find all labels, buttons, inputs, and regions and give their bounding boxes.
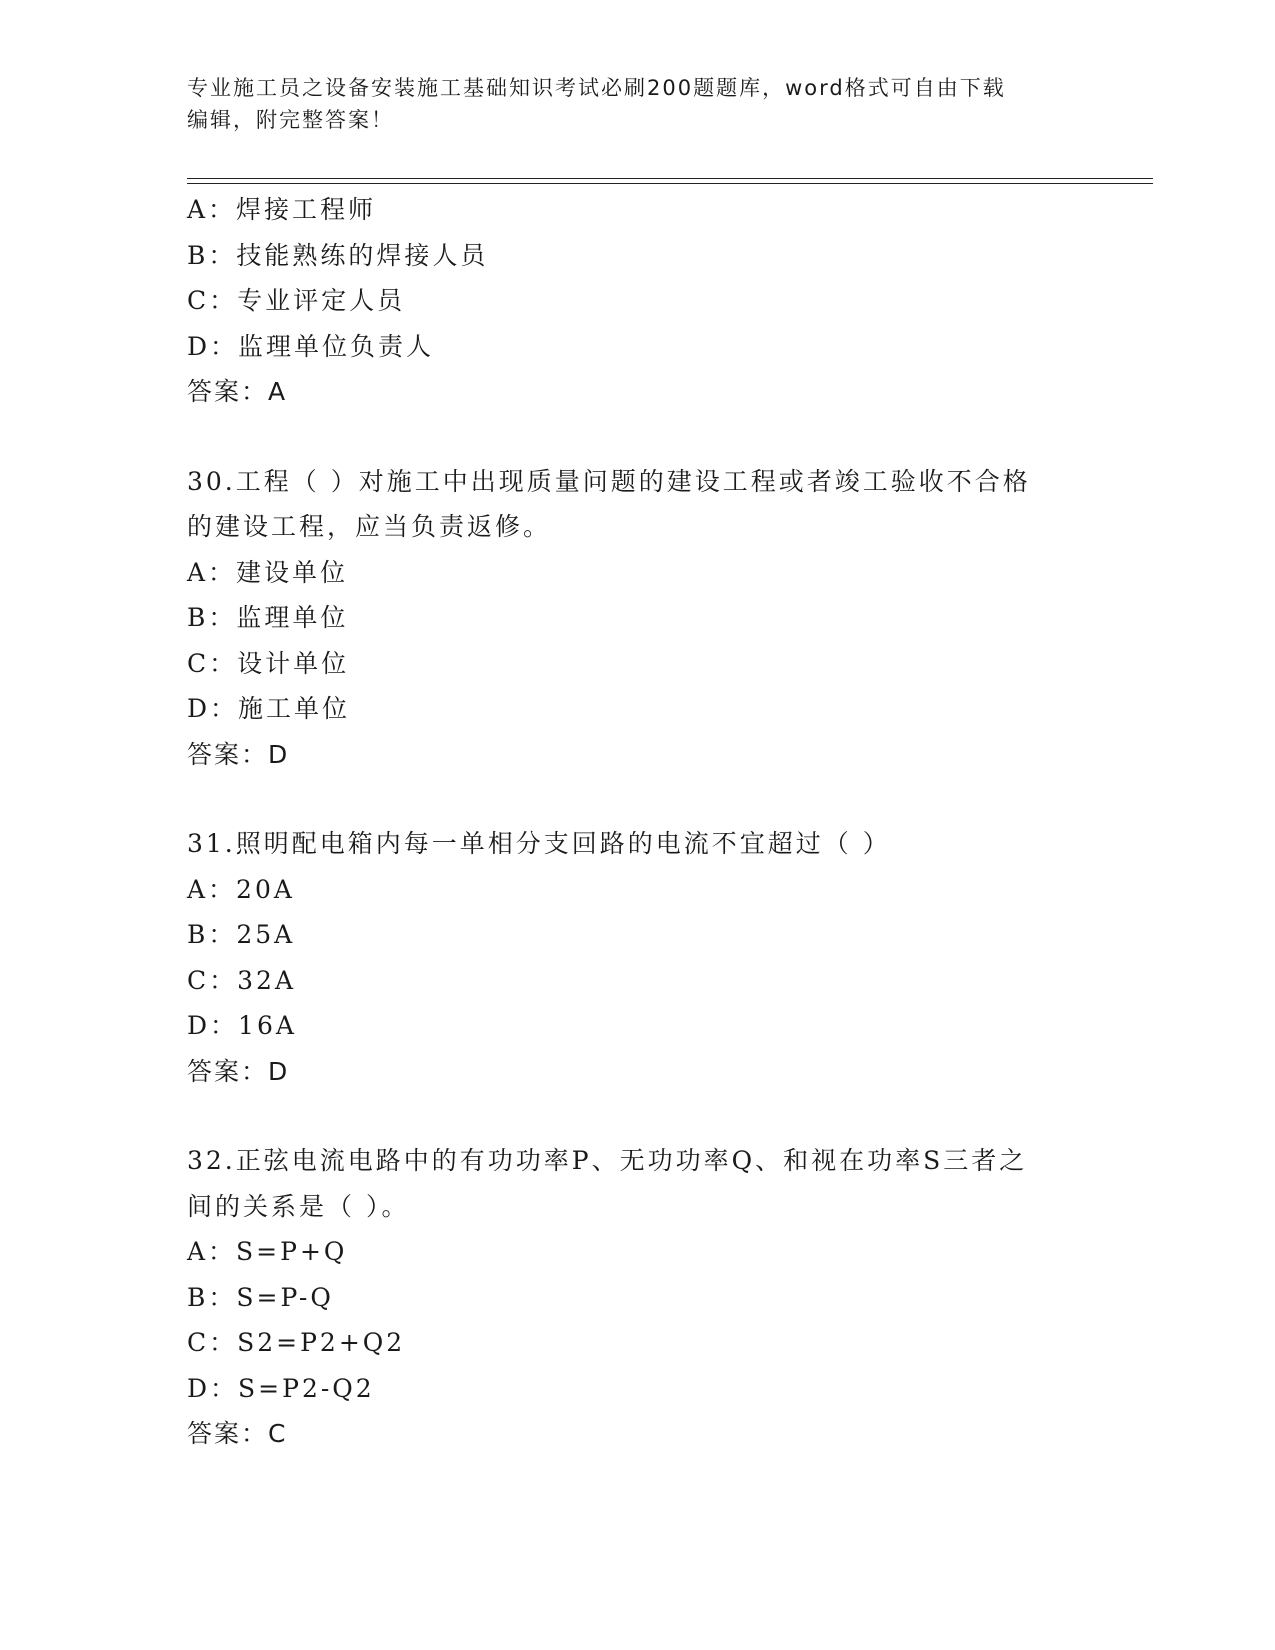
option-c: C：32A bbox=[187, 965, 296, 995]
answer: 答案：A bbox=[187, 377, 288, 406]
question-block-32 bbox=[187, 1138, 1087, 1457]
header-divider-bottom bbox=[187, 183, 1153, 184]
answer: 答案：C bbox=[187, 1419, 288, 1448]
question-block-30 bbox=[187, 459, 1087, 778]
option-d: D：施工单位 bbox=[187, 694, 351, 723]
option-a: A：建设单位 bbox=[187, 557, 349, 587]
answer: 答案：D bbox=[187, 739, 290, 769]
option-b: B：S=P-Q bbox=[187, 1282, 334, 1312]
option-b: B：监理单位 bbox=[187, 603, 349, 632]
question-list bbox=[187, 187, 1087, 1457]
spacer bbox=[187, 415, 1087, 459]
option-a: A：20A bbox=[187, 874, 295, 904]
option-b: B：技能熟练的焊接人员 bbox=[187, 240, 489, 270]
question-text-line-2: 间的关系是（ ）。 bbox=[187, 1191, 410, 1221]
spacer bbox=[187, 1094, 1087, 1138]
option-c: C：设计单位 bbox=[187, 648, 350, 678]
spacer bbox=[187, 777, 1087, 821]
option-b: B：25A bbox=[187, 920, 296, 949]
option-c: C：专业评定人员 bbox=[187, 286, 406, 315]
option-a: A：焊接工程师 bbox=[187, 195, 377, 224]
question-block-31 bbox=[187, 821, 1087, 1094]
header-title-line-1: 专业施工员之设备安装施工基础知识考试必刷200题题库，word格式可自由下载 bbox=[187, 76, 1006, 100]
header-title-line-2: 编辑，附完整答案！ bbox=[187, 108, 394, 132]
question-text-line-1: 30.工程（ ）对施工中出现质量问题的建设工程或者竣工验收不合格 bbox=[187, 466, 1031, 496]
question-text-line-2: 的建设工程，应当负责返修。 bbox=[187, 512, 552, 541]
document-header bbox=[187, 72, 1067, 136]
option-d: D：16A bbox=[187, 1011, 297, 1040]
question-text-line-1: 32.正弦电流电路中的有功功率P、无功功率Q、和视在功率S三者之 bbox=[187, 1146, 1028, 1175]
question-block-prev bbox=[187, 187, 1087, 415]
option-c: C：S2=P2+Q2 bbox=[187, 1328, 406, 1357]
option-d: D：监理单位负责人 bbox=[187, 331, 435, 361]
option-a: A：S=P+Q bbox=[187, 1237, 348, 1266]
option-d: D：S=P2-Q2 bbox=[187, 1373, 375, 1403]
header-divider-top bbox=[187, 178, 1153, 179]
question-text-line-1: 31.照明配电箱内每一单相分支回路的电流不宜超过（ ） bbox=[187, 829, 891, 858]
answer: 答案：D bbox=[187, 1056, 290, 1086]
